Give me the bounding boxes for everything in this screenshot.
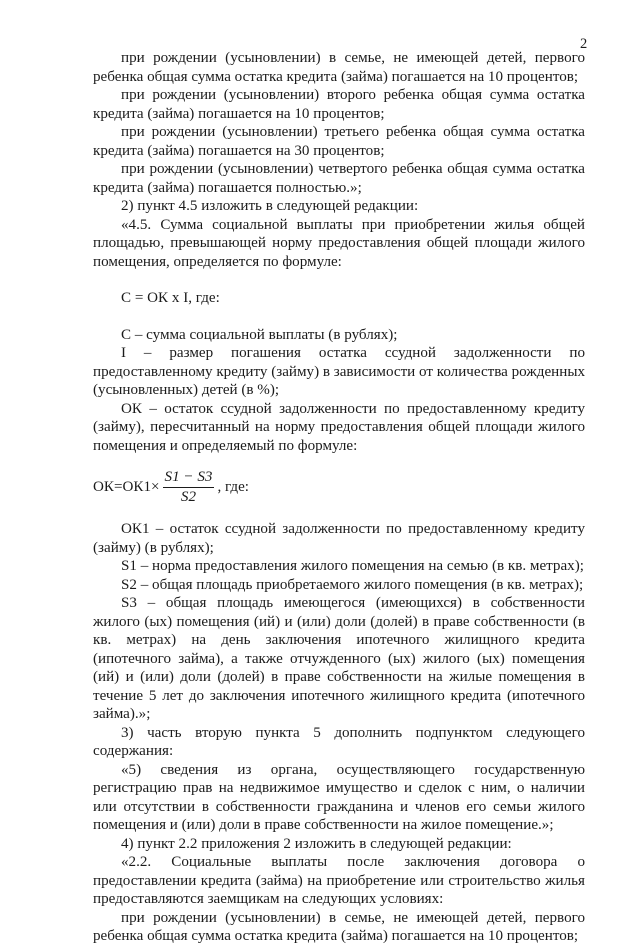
paragraph-second-child: при рождении (усыновлении) второго ребенка общая сумма остатка кредита (займа) погашается на 10 процентов; (93, 87, 585, 122)
definition-s1: S1 – норма предоставления жилого помещения на семью (в кв. метрах); (121, 558, 584, 574)
paragraph-third-child: при рождении (усыновлении) третьего ребенка общая сумма остатка кредита (займа) погашается на 30 процентов; (93, 124, 585, 159)
paragraph-first-child-repeat: при рождении (усыновлении) в семье, не имеющей детей, первого ребенка общая сумма остатка кредита (займа) погашается на 10 процентов; (93, 909, 585, 944)
formula-ok-prefix: ОК=ОК1× (93, 479, 160, 496)
definition-s3: S3 – общая площадь имеющегося (имеющихся) в собственности жилого (ых) помещения (ий) и (или) доли (долей) в праве собственности (в кв. метрах) на день заключения ипотечного жилищного кредита (ипотечного займа), а также отчужденного (ых) жилого (ых) помещения (ий) и (или) доли (долей) в праве собственности на жилые помещения в течение 5 лет до заключения ипотечного жилищного кредита (ипотечного займа).»; (93, 595, 585, 722)
formula-social-payment: С = ОК x I, где: (121, 290, 220, 306)
page-number: 2 (580, 36, 588, 52)
document-body (93, 49, 585, 946)
definition-ok1: ОК1 – остаток ссудной задолженности по предоставленному кредиту (займу) (в рублях); (93, 521, 585, 556)
paragraph-fourth-child: при рождении (усыновлении) четвертого ребенка общая сумма остатка кредита (займа) погашается полностью.»; (93, 161, 585, 196)
paragraph-item-2: 2) пункт 4.5 изложить в следующей редакции: (121, 198, 419, 214)
fraction-denominator: S2 (180, 489, 197, 505)
paragraph-first-child: при рождении (усыновлении) в семье, не имеющей детей, первого ребенка общая сумма остатка кредита (займа) погашается на 10 процентов; (93, 50, 585, 85)
definition-c: С – сумма социальной выплаты (в рублях); (121, 326, 398, 343)
definition-s2: S2 – общая площадь приобретаемого жилого помещения (в кв. метрах); (121, 576, 584, 593)
paragraph-clause-2-2: «2.2. Социальные выплаты после заключения договора о предоставлении кредита (займа) на приобретение или строительство жилья предоставляются заемщикам на следующих условиях: (93, 854, 585, 907)
formula-ok (93, 469, 585, 506)
paragraph-clause-4-5: «4.5. Сумма социальной выплаты при приобретении жилья общей площадью, превышающей норму предоставления общей площади жилого помещения, определяется по формуле: (93, 216, 585, 270)
formula-ok-suffix: , где: (217, 479, 249, 496)
fraction-numerator: S1 − S3 (163, 469, 215, 488)
formula-ok-fraction (163, 469, 215, 506)
definition-ok: ОК – остаток ссудной задолженности по предоставленному кредиту (займу), пересчитанный на норму предоставления общей площади жилого помещения и определяемый по формуле: (93, 400, 585, 454)
definition-i: I – размер погашения остатка ссудной задолженности по предоставленному кредиту (займу) в зависимости от количества рожденных (усыновленных) детей (в %); (93, 345, 586, 398)
paragraph-subitem-5: «5) сведения из органа, осуществляющего государственную регистрацию прав на недвижимое имущество и сделок с ним, о наличии или отсутствии в собственности гражданина и членов его семьи жилого помещения и (или) доли в праве собственности на жилое помещение.»; (93, 761, 585, 833)
paragraph-item-3: 3) часть вторую пункта 5 дополнить подпунктом следующего содержания: (93, 724, 585, 759)
paragraph-item-4: 4) пункт 2.2 приложения 2 изложить в следующей редакции: (121, 835, 512, 852)
